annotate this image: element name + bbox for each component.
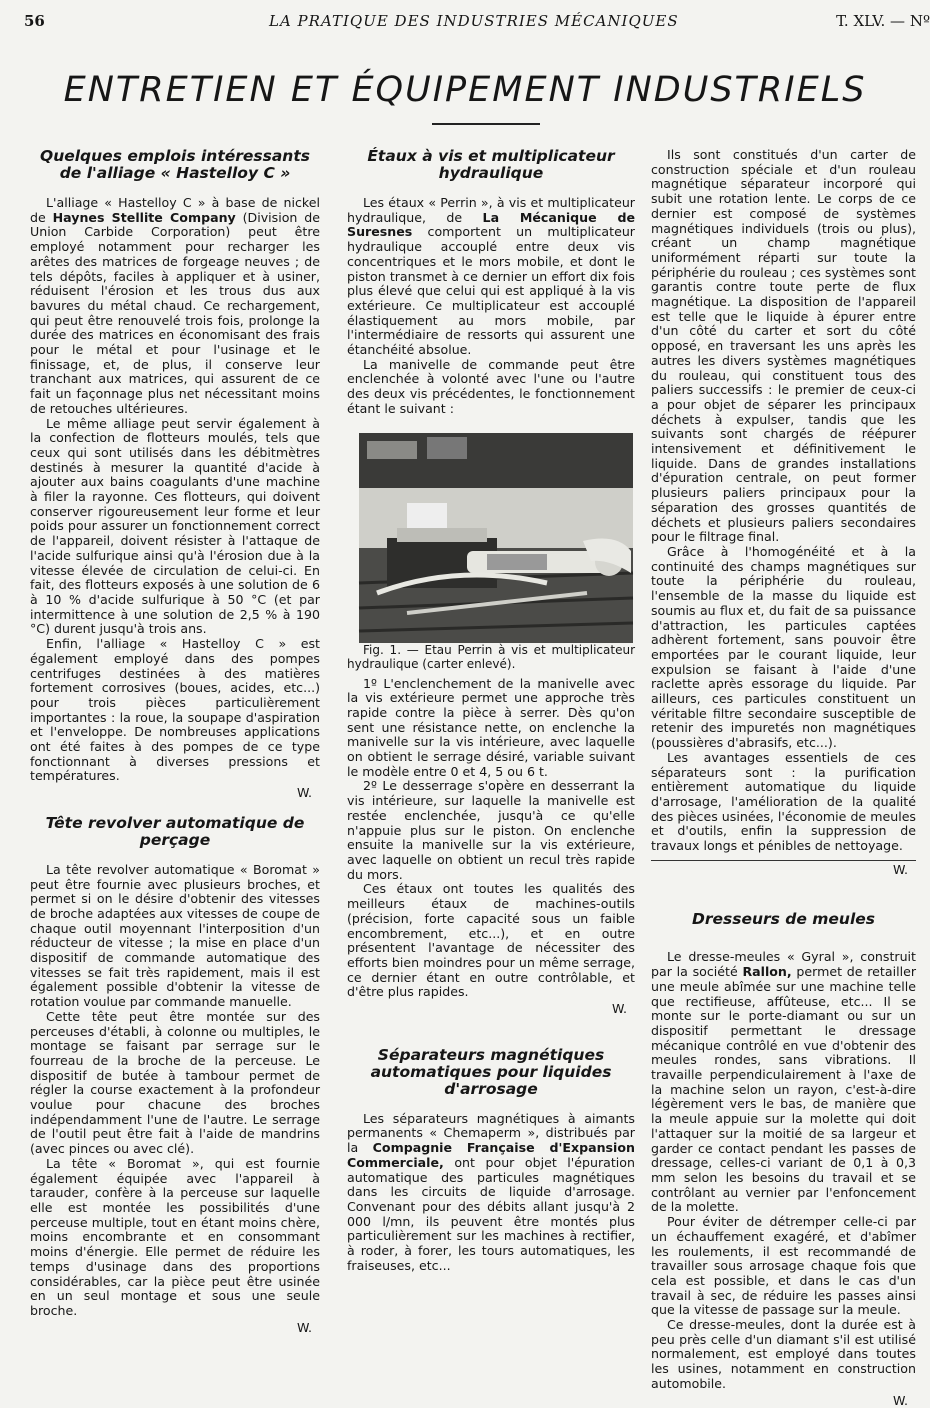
title-divider — [432, 123, 540, 125]
company-name: Rallon, — [742, 964, 792, 980]
paragraph: La tête « Boromat », qui est fournie également équipée avec l'appareil à tarauder, confère à la perceuse sur laquelle elle est montée les possibilités d'une perceuse multiple, tout en étant moins chère, moins encombrante et en consommant moins d'énergie. Elle permet de réduire les temps d'usinage dans des proportions considérables, car la pièce peut être usinée en un seul montage et sous une seule broche. — [30, 1155, 320, 1318]
journal-title: LA PRATIQUE DES INDUSTRIES MÉCANIQUES — [269, 12, 679, 30]
signature: W. — [892, 861, 908, 877]
paragraph: Pour éviter de détremper celle-ci par un échauffement exagéré, et d'abîmer les roulements, il est recommandé de travailler sous arrosage chaque fois que cela est possible, et dans le cas d'un travail à sec, de réduire les passes ainsi que la vitesse de passage sur la meule. — [651, 1214, 916, 1318]
paragraph: La manivelle de commande peut être enclenchée à volonté avec l'une ou l'autre des deux vis précédentes, le fonctionnement étant le suivant : — [347, 356, 635, 416]
paragraph: 2º Le desserrage s'opère en desserrant la vis intérieure, sur laquelle la manivelle est restée enclenchée, jusqu'à ce qu'elle n'appuie plus sur le piston. On enclenche ensuite la manivelle sur la vis extérieure, avec laquelle on obtient un recul très rapide du mors. — [347, 778, 635, 882]
company-name: La Mécanique de Suresnes — [347, 209, 635, 240]
paragraph: 1º L'enclenchement de la manivelle avec la vis extérieure permet une approche très rapide contre la pièce à serrer. Dès qu'on sent une résistance nette, on enclenche la manivelle sur la vis intérieure, avec laquelle on obtient le serrage désiré, variable suivant le modèle entre 0 et 4, 5 ou 6 t. — [347, 675, 635, 779]
paragraph: Le dresse-meules « Gyral », construit par la société Rallon, permet de retailler une meule abîmée sur une machine telle que rectifieuse, affûteuse, etc... Il se monte sur le porte-diamant ou sur un dispositif permettant le dressage mécanique contrôlé en vue d'obtenir des meules rondes, sans vibrations. Il travaille perpendiculairement à l'axe de la machine selon un rayon, c'est-à-dire légèrement vers le bas, de manière que la meule appuie sur la molette qui doit l'attaquer sur la moitié de sa largeur et garder ce contact pendant les passes de dressage, celles-ci variant de 0,1 à 0,3 mm selon les besoins du travail et se contrôlant au vernier par l'enfoncement de la molette. — [651, 949, 916, 1215]
vise-photo — [347, 433, 635, 643]
column-2 — [347, 148, 635, 1273]
signature: W. — [296, 785, 312, 801]
paragraph: Cette tête peut être montée sur des perceuses d'établi, à colonne ou multiples, le montage se faisant par serrage sur le fourreau de la broche de la perceuse. Le dispositif de butée à tambour permet de régler la course exactement à la profondeur voulue pour chacune des broches indépendamment l'une de l'autre. Le serrage de l'outil peut être fait à l'aide de mandrins (avec pinces ou avec clé). — [30, 1008, 320, 1157]
signature: W. — [611, 1001, 627, 1017]
paragraph: Les étaux « Perrin », à vis et multiplicateur hydraulique, de La Mécanique de Suresnes comportent un multiplicateur hydraulique accouplé entre deux vis concentriques et le mors mobile, et dont le piston transmet à ce dernier un effort dix fois plus élevé que celui qui est appliqué à la vis extérieure. Ce multiplicateur est accouplé élastiquement au mors mobile, par l'intermédiaire de ressorts qui assurent une étanchéité absolue. — [347, 195, 635, 358]
paragraph: Le même alliage peut servir également à la confection de flotteurs moulés, tels que ceux qui sont utilisés dans les débitmètres destinés à mesurer la quantité d'acide à ajouter aux bains coagulants d'une machine à filer la rayonne. Ces flotteurs, qui doivent conserver rigoureusement leur forme et leur poids pour assurer un fonctionnement correct de l'appareil, doivent résister à l'attaque de l'acide sulfurique ainsi qu'à l'érosion due à la vitesse élevée de circulation de celui-ci. En fait, des flotteurs exposés à une solution de 6 à 10 % d'acide sulfurique à 50 °C (et par intermittence à une solution de 2,5 % à 190 °C) durent jusqu'à trois ans. — [30, 415, 320, 637]
volume-number: T. XLV. — Nº — [836, 12, 930, 30]
company-name: Compagnie Française d'Expansion Commerciale, — [347, 1140, 635, 1170]
column-1 — [30, 148, 320, 1335]
paragraph: La tête revolver automatique « Boromat » peut être fournie avec plusieurs broches, et permet si on le désire d'obtenir des vitesses de broche adaptées aux vitesses de coupe de chaque outil moyennant l'interposition d'un réducteur de vitesse ; la mise en place d'un dispositif de commande automatique des vitesses se fait très rapidement, mais il est également possible d'obtenir la vitesse de rotation voulue par commande manuelle. — [30, 861, 320, 1010]
column-divider — [651, 860, 916, 861]
figure-vise-photo — [347, 433, 635, 671]
running-header — [24, 12, 930, 34]
paragraph: Grâce à l'homogénéité et à la continuité des champs magnétiques sur toute la périphérie du rouleau, l'ensemble de la masse du liquide est soumis au flux et, du fait de sa puissance d'attraction, les particules captées adhèrent fortement, sans pouvoir être emportées par le courant liquide, leur expulsion se faisant à l'aide d'une raclette après essorage du liquide. Par ailleurs, ces particules constituent un véritable filtre secondaire susceptible de retenir des impuretés non magnétiques (poussières d'abrasifs, etc...). — [651, 543, 916, 751]
paragraph: Les avantages essentiels de ces séparateurs sont : la purification entièrement automatique du liquide d'arrosage, l'amélioration de la qualité des pièces usinées, l'économie de meules et d'outils, enfin la suppression de travaux longs et pénibles de nettoyage. — [651, 749, 916, 854]
paragraph: Enfin, l'alliage « Hastelloy C » est également employé dans des pompes centrifuges destinées à des matières fortement corrosives (boues, acides, etc...) pour trois pièces particulièrement importantes : la roue, la soupape d'aspiration et l'enveloppe. De nombreuses applications ont été faites à des pompes de ce type fonctionnant à diverses pressions et températures. — [30, 636, 320, 784]
paragraph: Ils sont constitués d'un carter de construction spéciale et d'un rouleau magnétique séparateur incorporé qui subit une rotation lente. Le corps de ce dernier est composé de systèmes magnétiques individuels (trois ou plus), créant un champ magnétique uniformément réparti sur toute la périphérie du rouleau ; ces systèmes sont garantis contre toute perte de flux magnétique. La disposition de l'appareil est telle que le liquide à épurer entre d'un côté du carter et sort du côté opposé, en traversant les uns après les autres les divers systèmes magnétiques du rouleau, qui constituent tous des paliers successifs : le premier de ceux-ci a pour objet de séparer les principaux déchets à expulser, tandis que les suivants sont chargés de réépurer intensivement et définitivement le liquide. Dans de grandes installations d'épuration centrale, on peut former plusieurs paliers principaux pour la séparation des grosses quantités de déchets et plusieurs paliers secondaires pour le filtrage final. — [651, 147, 916, 545]
article-title-vises: Étaux à vis et multiplicateur hydraulique — [367, 147, 615, 182]
section-title: ENTRETIEN ET ÉQUIPEMENT INDUSTRIELS — [63, 70, 867, 110]
page-number: 56 — [24, 12, 45, 30]
article-title-magnetic-separators: Séparateurs magnétiques automatiques pour liquides d'arrosage — [370, 1045, 612, 1098]
figure-caption: Fig. 1. — Etau Perrin à vis et multiplicateur hydraulique (carter enlevé). — [347, 642, 635, 671]
article-title-wheel-dressers: Dresseurs de meules — [691, 910, 876, 929]
paragraph: Ces étaux ont toutes les qualités des meilleurs étaux de machines-outils (précision, forte capacité sous un faible encombrement, etc...), et en outre présentent l'avantage de nécessiter des efforts bien moindres pour un même serrage, ce dernier étant en outre contrôlable, et d'être plus rapides. — [347, 881, 635, 1000]
signature: W. — [892, 1392, 908, 1408]
paragraph: L'alliage « Hastelloy C » à base de nickel de Haynes Stellite Company (Division de Union Carbide Corporation) peut être employé notamment pour recharger les arêtes des matrices de forgeage neuves ; de tels dépôts, faciles à appliquer et à usiner, réduisent l'érosion et les trous dus aux bavures du métal chaud. Ce rechargement, qui peut être renouvelé trois fois, prolonge la durée des matrices en économisant des frais pour le métal et pour l'usinage et le finissage, et, de plus, il conserve leur tranchant aux matrices, qui assurent de ce fait un façonnage plus net nécessitant moins de retouches ultérieures. — [30, 195, 321, 416]
company-name: Haynes Stellite Company — [52, 209, 236, 225]
paragraph: Les séparateurs magnétiques à aimants permanents « Chemaperm », distribués par la Compagnie Française d'Expansion Commerciale, ont pour objet l'épuration automatique des particules magnétiques dans les circuits de liquide d'arrosage. Convenant pour des débits allant jusqu'à 2 000 l/mn, ils peuvent être montés plus particulièrement sur les machines à rectifier, à roder, à forer, les tours automatiques, les fraiseuses, etc... — [347, 1110, 635, 1273]
paragraph: Ce dresse-meules, dont la durée est à peu près celle d'un diamant s'il est utilisé normalement, est employé dans toutes les usines, notamment en construction automobile. — [651, 1317, 916, 1391]
signature: W. — [296, 1319, 312, 1335]
article-title-revolver-head: Tête revolver automatique de perçage — [45, 813, 305, 849]
article-title-hastelloy: Quelques emplois intéressants de l'alliage « Hastelloy C » — [40, 147, 310, 182]
column-3 — [651, 147, 916, 1408]
